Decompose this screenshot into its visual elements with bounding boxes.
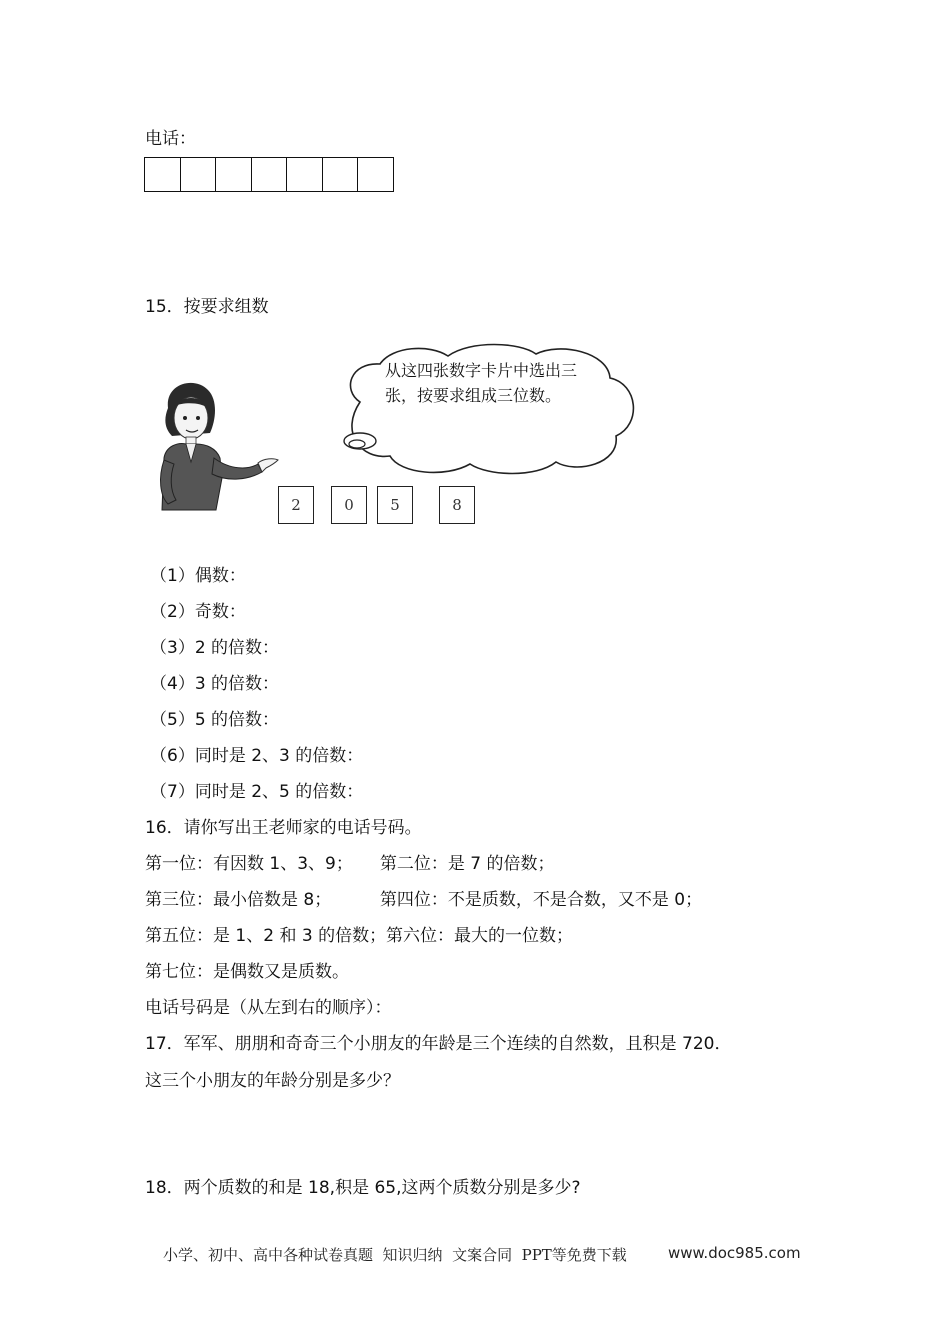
phone-digit-box[interactable]: [145, 158, 181, 191]
q16-clue: 第一位：有因数 1、3、9； 第二位：是 7 的倍数；: [145, 854, 555, 874]
q17-text: 17．军军、朋朋和奇奇三个小朋友的年龄是三个连续的自然数，且积是 720．: [145, 1034, 732, 1054]
q15-item: （2）奇数：: [150, 602, 246, 622]
q15-title: 15．按要求组数: [145, 297, 269, 317]
phone-number-grid[interactable]: [144, 157, 394, 192]
footer-url[interactable]: www.doc985.com: [668, 1244, 801, 1262]
number-card: 0: [331, 486, 367, 524]
number-card: 5: [377, 486, 413, 524]
q16-answer-prompt: 电话号码是（从左到右的顺序）：: [145, 998, 392, 1018]
q15-item: （5）5 的倍数：: [150, 710, 280, 730]
q16-clue: 第五位：是 1、2 和 3 的倍数；第六位：最大的一位数；: [145, 926, 574, 946]
phone-digit-box[interactable]: [216, 158, 252, 191]
q15-item: （7）同时是 2、5 的倍数：: [150, 782, 364, 802]
q17-question: 这三个小朋友的年龄分别是多少？: [145, 1071, 400, 1091]
phone-label: 电话：: [145, 129, 196, 149]
q16-clue: 第三位：最小倍数是 8； 第四位：不是质数，不是合数，又不是 0；: [145, 890, 703, 910]
number-card: 8: [439, 486, 475, 524]
q15-item: （3）2 的倍数：: [150, 638, 280, 658]
number-card: 2: [278, 486, 314, 524]
teacher-illustration: [150, 378, 280, 513]
phone-digit-box[interactable]: [252, 158, 288, 191]
phone-digit-box[interactable]: [287, 158, 323, 191]
q18-text: 18．两个质数的和是 18,积是 65,这两个质数分别是多少?: [145, 1178, 581, 1198]
phone-digit-box[interactable]: [323, 158, 359, 191]
footer-text: 小学、初中、高中各种试卷真题 知识归纳 文案合同 PPT等免费下载: [163, 1246, 627, 1264]
q15-item: （1）偶数：: [150, 566, 246, 586]
speech-bubble-text: 从这四张数字卡片中选出三张，按要求组成三位数。: [385, 361, 578, 405]
phone-digit-box[interactable]: [181, 158, 217, 191]
q15-item: （6）同时是 2、3 的倍数：: [150, 746, 364, 766]
q15-item: （4）3 的倍数：: [150, 674, 280, 694]
q16-clue: 第七位：是偶数又是质数。: [145, 962, 349, 982]
q16-title: 16．请你写出王老师家的电话号码。: [145, 818, 422, 838]
phone-digit-box[interactable]: [358, 158, 393, 191]
